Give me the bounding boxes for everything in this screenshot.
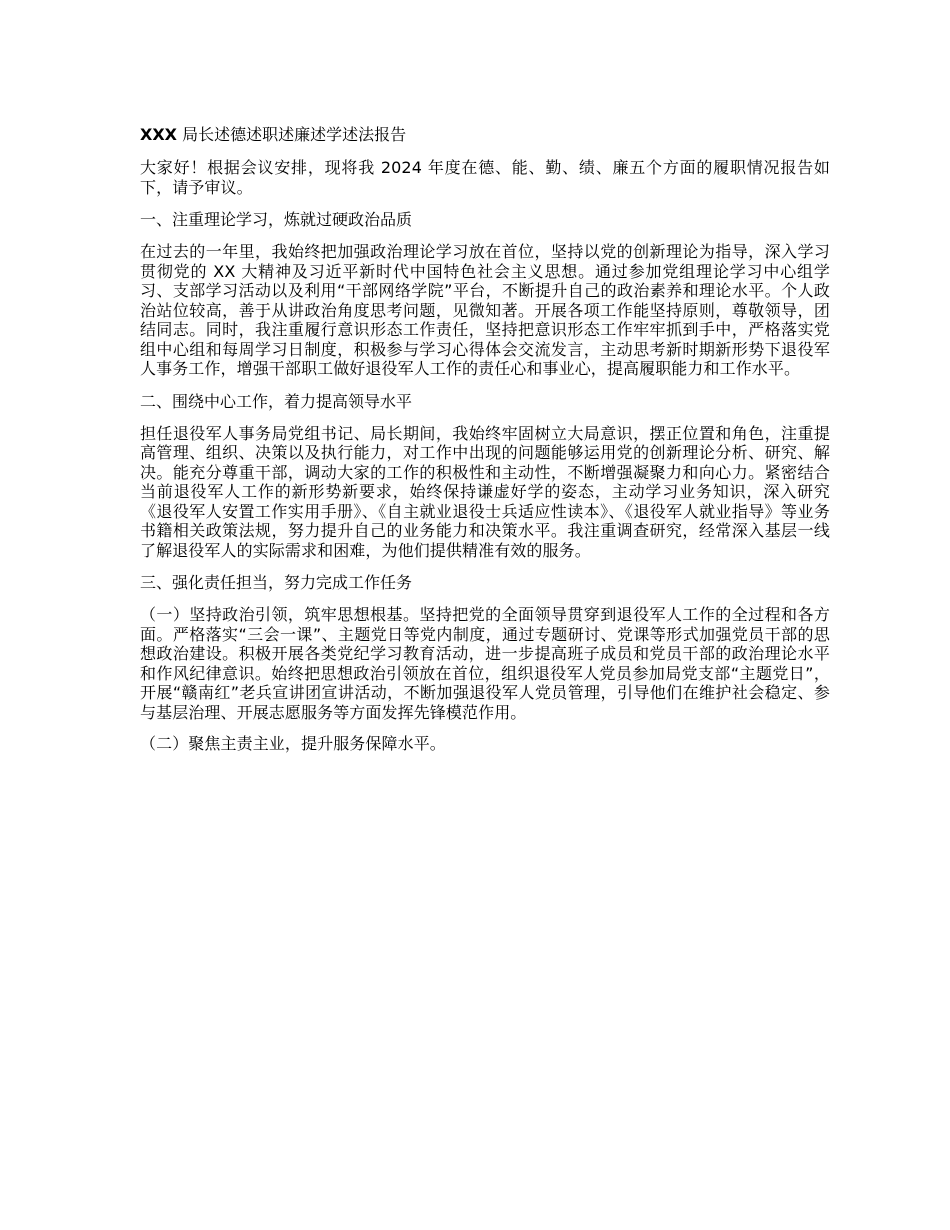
document-page xyxy=(140,124,830,766)
document-title xyxy=(140,124,830,146)
section-1-body: 在过去的一年里，我始终把加强政治理论学习放在首位，坚持以党的创新理论为指导，深入学习贯彻党的 XX 大精神及习近平新时代中国特色社会主义思想。通过参加党组理论学习中心组学习、支部学习活动以及利用“干部网络学院”平台，不断提升自己的政治素养和理论水平。个人政治站位较高，善于从讲政治角度思考问题，见微知著。开展各项工作能坚持原则，尊敬领导，团结同志。同时，我注重履行意识形态工作责任，坚持把意识形态工作牢牢抓到手中，严格落实党组中心组和每周学习日制度，积极参与学习心得体会交流发言，主动思考新时期新形势下退役军人事务工作，增强干部职工做好退役军人工作的责任心和事业心，提高履职能力和工作水平。 xyxy=(140,242,830,378)
title-prefix: XXX xyxy=(140,125,178,144)
title-text: 局长述德述职述廉述学述法报告 xyxy=(177,125,407,144)
section-3-sub-2: （二）聚焦主责主业，提升服务保障水平。 xyxy=(140,734,446,753)
section-2-heading: 二、围绕中心工作，着力提高领导水平 xyxy=(140,391,413,411)
section-2-body: 担任退役军人事务局党组书记、局长期间，我始终牢固树立大局意识，摆正位置和角色，注重提高管理、组织、决策以及执行能力，对工作中出现的问题能够运用党的创新理论分析、研究、解决。能充分尊重干部，调动大家的工作的积极性和主动性，不断增强凝聚力和向心力。紧密结合当前退役军人工作的新形势新要求，始终保持谦虚好学的姿态，主动学习业务知识，深入研究《退役军人安置工作实用手册》、《自主就业退役士兵适应性读本》、《退役军人就业指导》等业务书籍相关政策法规，努力提升自己的业务能力和决策水平。我注重调查研究，经常深入基层一线了解退役军人的实际需求和困难，为他们提供精准有效的服务。 xyxy=(140,423,830,560)
intro-paragraph: 大家好！根据会议安排，现将我 2024 年度在德、能、勤、绩、廉五个方面的履职情况报告如下，请予审议。 xyxy=(140,158,830,197)
section-3-sub-1: （一）坚持政治引领，筑牢思想根基。坚持把党的全面领导贯穿到退役军人工作的全过程和各方面。严格落实“三会一课”、主题党日等党内制度，通过专题研讨、党课等形式加强党员干部的思想政治建设。积极开展各类党纪学习教育活动，进一步提高班子成员和党员干部的政治理论水平和作风纪律意识。始终把思想政治引领放在首位，组织退役军人党员参加局党支部“主题党日”，开展“赣南红”老兵宣讲团宣讲活动，不断加强退役军人党员管理，引导他们在维护社会稳定、参与基层治理、开展志愿服务等方面发挥先锋模范作用。 xyxy=(140,605,830,722)
section-1-heading: 一、注重理论学习，炼就过硬政治品质 xyxy=(140,210,413,229)
section-3-heading: 三、强化责任担当，努力完成工作任务 xyxy=(140,573,413,592)
